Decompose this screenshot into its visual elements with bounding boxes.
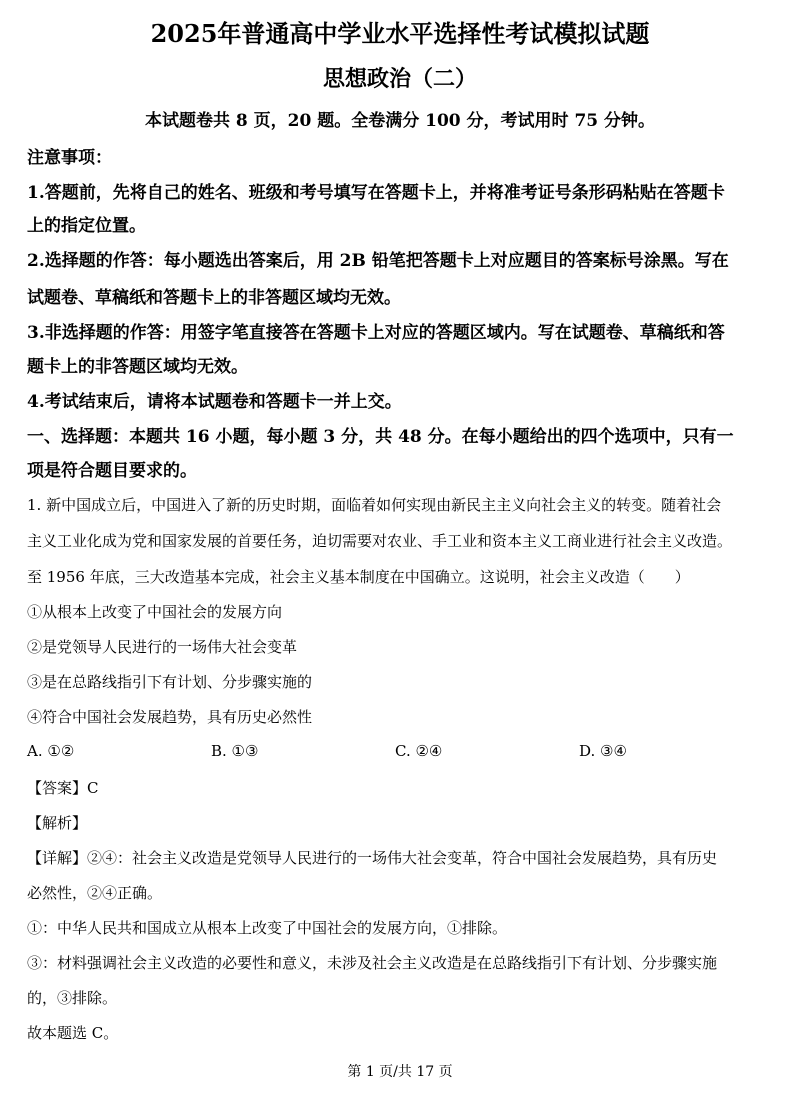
note-line: 1.答题前，先将自己的姓名、班级和考号填写在答题卡上，并将准考证号条形码粘贴在答题卡: [27, 183, 725, 203]
note-line: 4.考试结束后，请将本试题卷和答题卡一并上交。: [27, 392, 402, 412]
question-stem: 主义工业化成为党和国家发展的首要任务，迫切需要对农业、手工业和资本主义工商业进行社会主义改造。: [27, 532, 733, 550]
option-c: C. ②④: [395, 742, 443, 760]
section-heading: 一、选择题：本题共 16 小题，每小题 3 分，共 48 分。在每小题给出的四个选项中，只有一: [27, 427, 734, 447]
note-line: 题卡上的非答题区域均无效。: [27, 357, 248, 377]
notes-heading: 注意事项：: [27, 148, 112, 168]
page-number: 第 1 页/共 17 页: [347, 1064, 453, 1080]
option-b: B. ①③: [211, 742, 259, 760]
note-line: 上的指定位置。: [27, 216, 146, 236]
note-line: 2.选择题的作答：每小题选出答案后，用 2B 铅笔把答题卡上对应题目的答案标号涂黑。写在: [27, 251, 729, 271]
analysis-label: 【解析】: [27, 814, 88, 832]
question-stem: 至 1956 年底，三大改造基本完成，社会主义基本制度在中国确立。这说明，社会主义改造（ ）: [27, 568, 690, 586]
detail-line: 故本题选 C。: [27, 1024, 119, 1042]
question-stem: 1. 新中国成立后，中国进入了新的历史时期，面临着如何实现由新民主主义向社会主义的转变。随着社会: [27, 496, 722, 514]
section-heading-cont: 项是符合题目要求的。: [27, 461, 197, 481]
statement-item: ①从根本上改变了中国社会的发展方向: [27, 603, 283, 621]
note-line: 3.非选择题的作答：用签字笔直接答在答题卡上对应的答题区域内。写在试题卷、草稿纸和答: [27, 323, 725, 343]
detail-line: 的，③排除。: [27, 989, 118, 1007]
detail-line: ①：中华人民共和国成立从根本上改变了中国社会的发展方向，①排除。: [27, 919, 508, 937]
option-a: A. ①②: [27, 742, 75, 760]
note-line: 试题卷、草稿纸和答题卡上的非答题区域均无效。: [27, 288, 401, 308]
exam-title: 2025年普通高中学业水平选择性考试模拟试题: [150, 19, 650, 48]
detail-line: 【详解】②④：社会主义改造是党领导人民进行的一场伟大社会变革，符合中国社会发展趋势，具有历史: [27, 849, 718, 867]
statement-item: ②是党领导人民进行的一场伟大社会变革: [27, 638, 298, 656]
statement-item: ④符合中国社会发展趋势，具有历史必然性: [27, 708, 313, 726]
detail-line: ③：材料强调社会主义改造的必要性和意义，未涉及社会主义改造是在总路线指引下有计划、分步骤实施: [27, 954, 718, 972]
detail-line: 必然性，②④正确。: [27, 884, 163, 902]
statement-item: ③是在总路线指引下有计划、分步骤实施的: [27, 673, 313, 691]
option-d: D. ③④: [579, 742, 627, 760]
exam-info: 本试题卷共 8 页，20 题。全卷满分 100 分，考试用时 75 分钟。: [144, 111, 656, 131]
answer-line: 【答案】C: [27, 779, 99, 797]
exam-subtitle: 思想政治（二）: [322, 66, 477, 92]
